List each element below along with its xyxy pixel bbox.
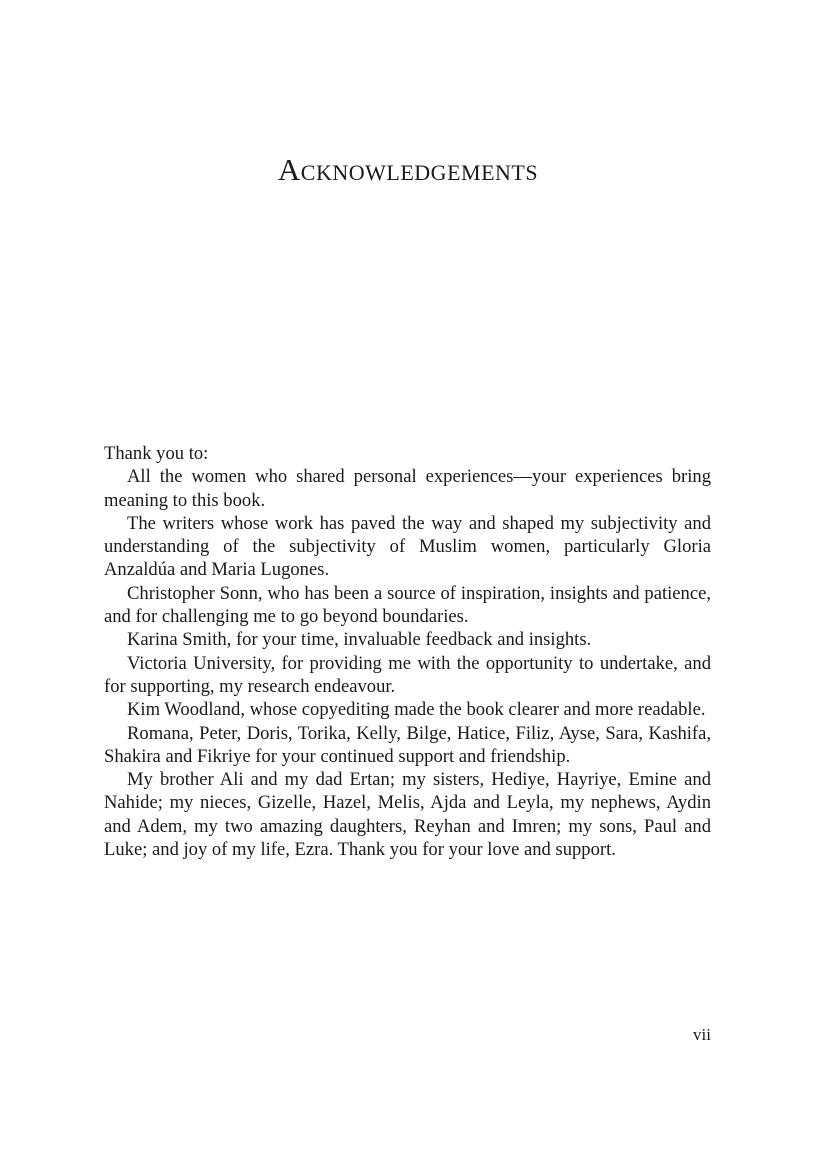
paragraph: Romana, Peter, Doris, Torika, Kelly, Bilge, Hatice, Filiz, Ayse, Sara, Kashifa, Shakira and Fikriye for your continued support and friendship. — [104, 722, 711, 767]
page-title: Acknowledgements — [277, 152, 539, 187]
paragraph: All the women who shared personal experiences—your experiences bring meaning to this book. — [104, 466, 711, 511]
paragraph: Victoria University, for providing me with the opportunity to undertake, and for supporting, my research endeavour. — [104, 652, 711, 697]
paragraph: Karina Smith, for your time, invaluable feedback and insights. — [127, 629, 592, 651]
paragraph: My brother Ali and my dad Ertan; my sisters, Hediye, Hayriye, Emine and Nahide; my nieces, Gizelle, Hazel, Melis, Ajda and Leyla, my nephews, Aydin and Adem, my two amazing daughters, Reyhan and Imren; my sons, Paul and Luke; and joy of my life, Ezra. Thank you for your love and support. — [104, 769, 711, 861]
paragraph: Kim Woodland, whose copyediting made the book clearer and more readable. — [127, 699, 706, 721]
paragraph: The writers whose work has paved the way and shaped my subjectivity and understanding of the subjectivity of Muslim women, particularly Gloria Anzaldúa and Maria Lugones. — [104, 512, 711, 581]
paragraph: Christopher Sonn, who has been a source of inspiration, insights and patience, and for challenging me to go beyond boundaries. — [104, 582, 711, 628]
acknowledgements-body — [104, 442, 711, 861]
intro-line: Thank you to: — [104, 443, 209, 464]
page-number: vii — [693, 1025, 711, 1044]
